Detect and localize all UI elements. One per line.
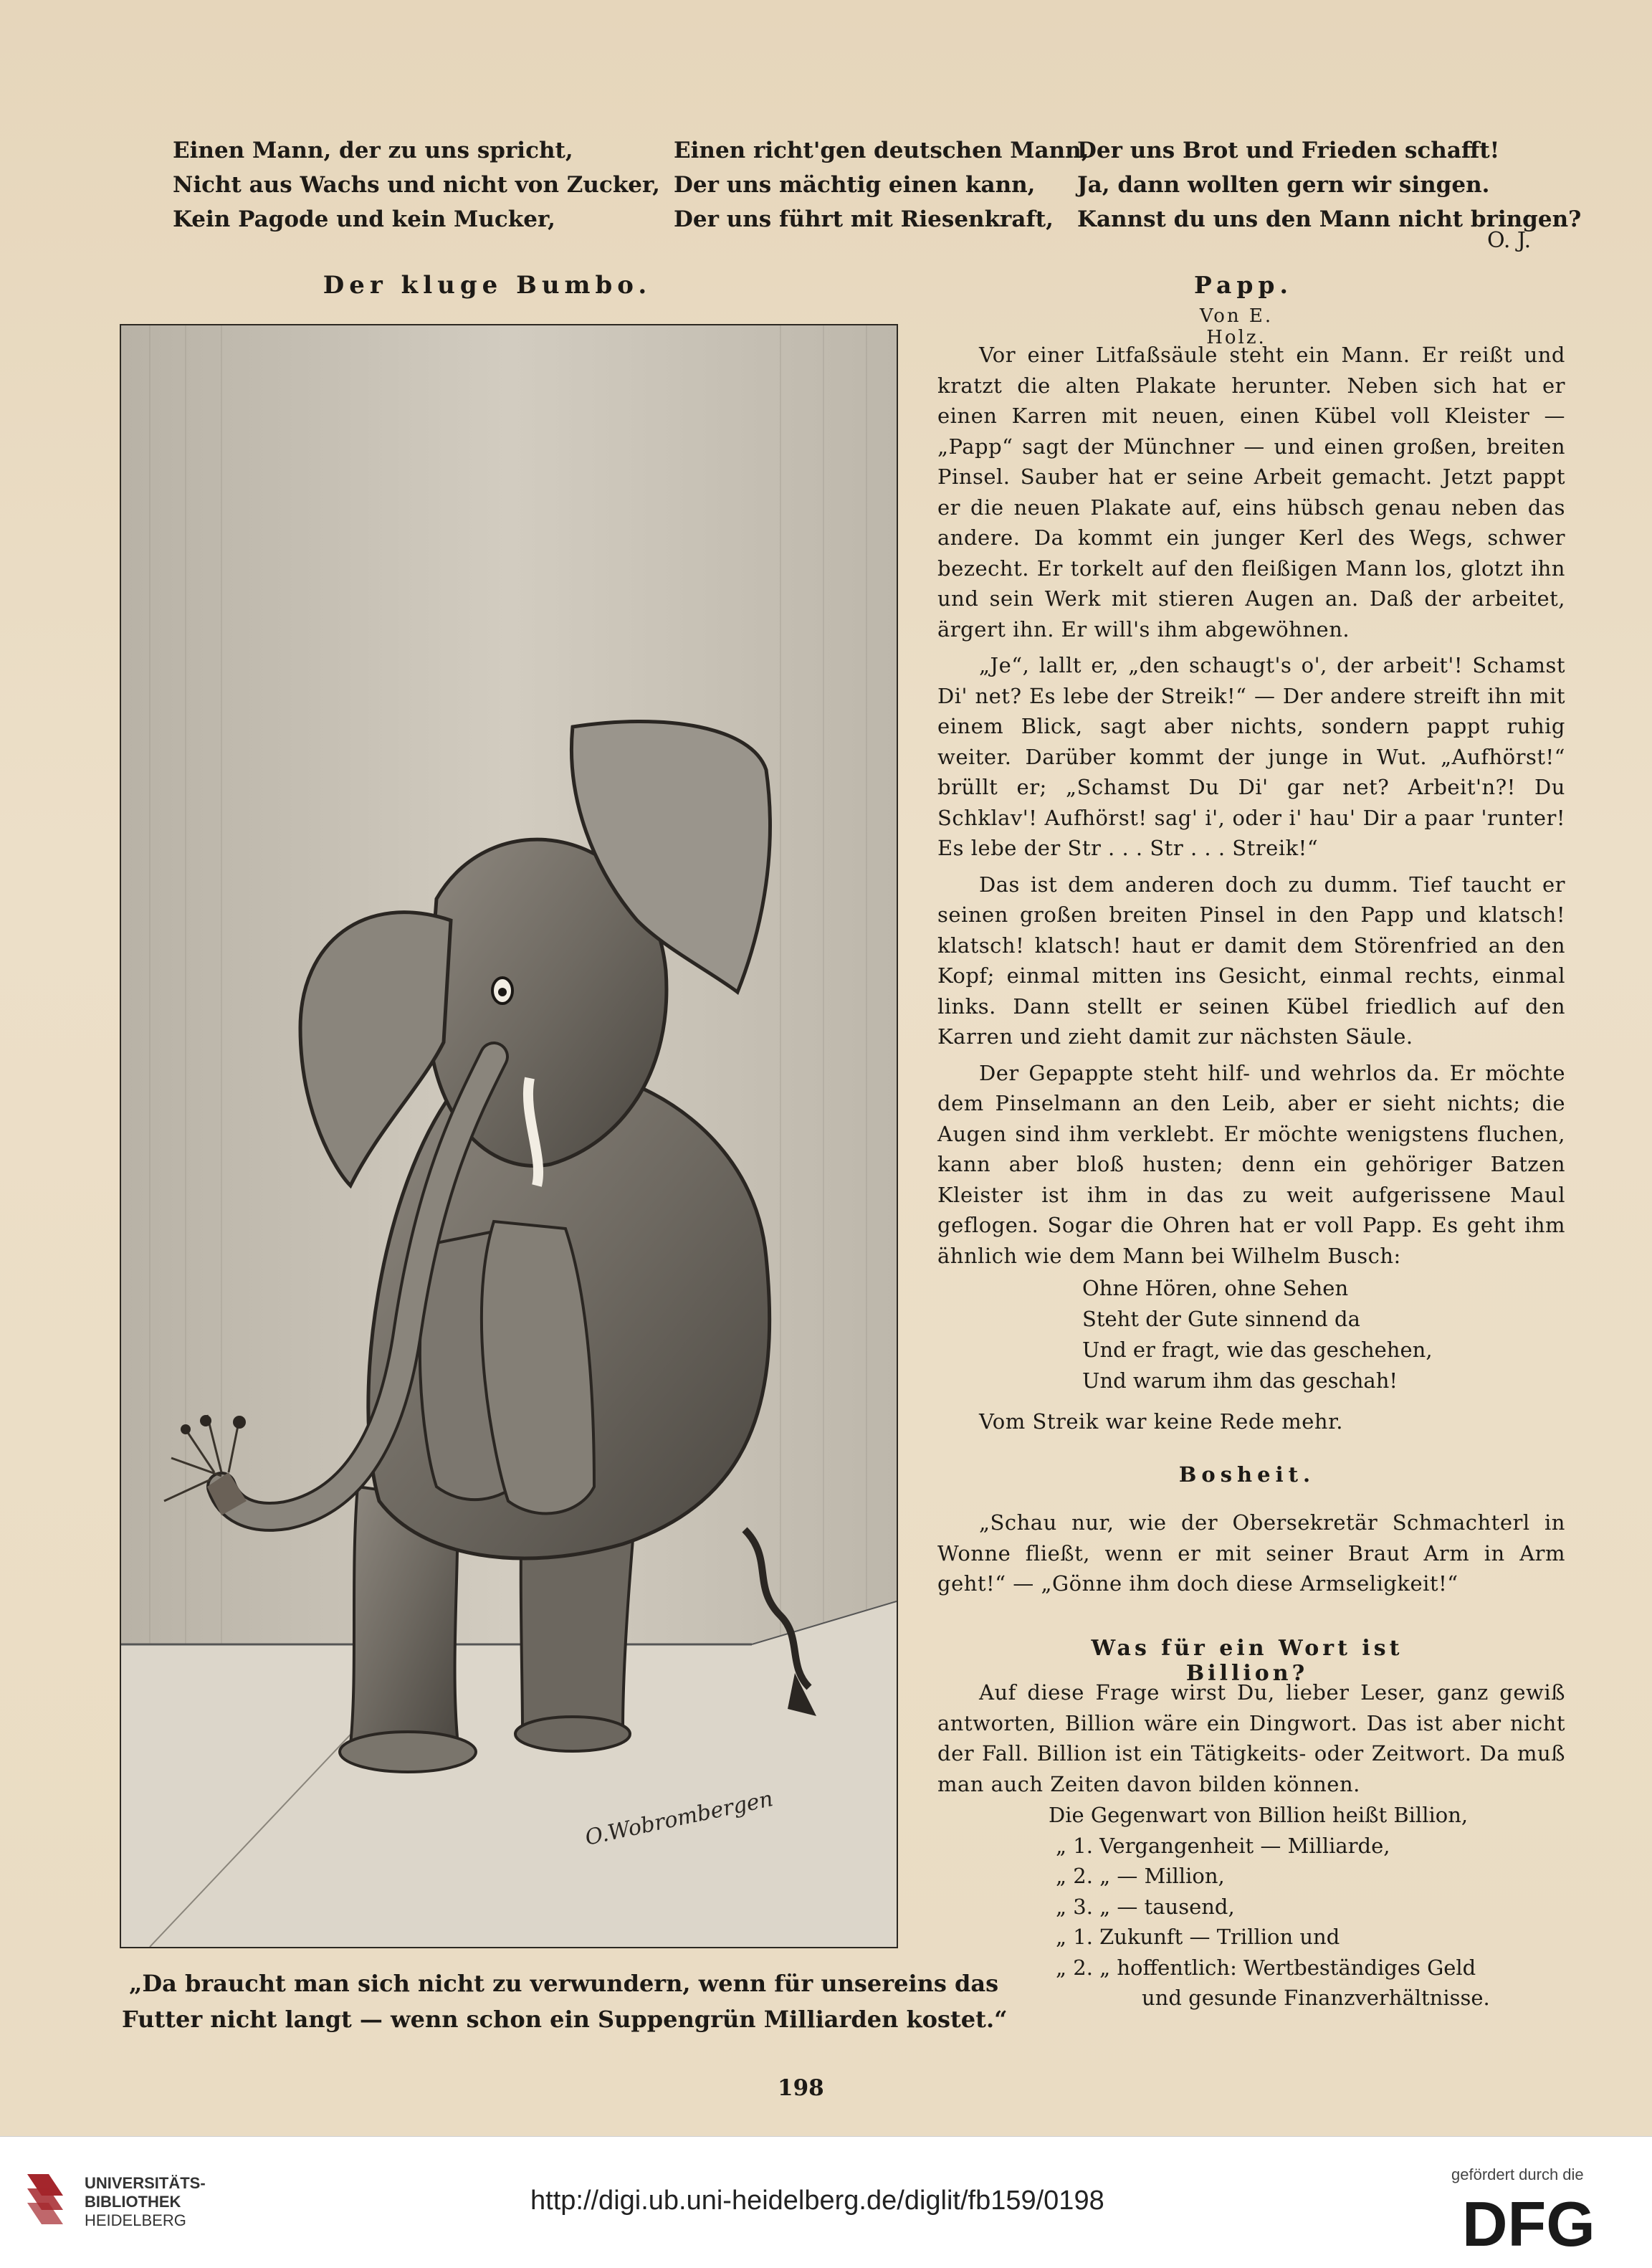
paragraph: Vor einer Litfaßsäule steht ein Mann. Er reißt und kratzt die alten Plakate herunter. Neben sich hat er einen Karren mit neuen, einen Kübel voll Kleister — „Papp“ sagt der Münchner — und einen großen, breiten Pinsel. Sauber hat er seine Arbeit gemacht. Jetzt pappt er die neuen Plakate auf, eins hübsch genau neben das andere. Da kommt ein junger Kerl des Wegs, schwer bezecht. Er torkelt auf den fleißigen Mann los, glotzt ihn und sein Werk mit stieren Augen an. Daß der arbeitet, ärgert ihn. Er will's ihm abgewöhnen. <box>937 343 1565 642</box>
list-line: Die Gegenwart von Billion heißt Billion, <box>1049 1803 1469 1827</box>
poem-line: Der uns Brot und Frieden schafft! <box>1077 138 1500 163</box>
library-name-line: HEIDELBERG <box>85 2211 186 2229</box>
billion-title: Was für ein Wort ist Billion? <box>1091 1636 1403 1686</box>
bumbo-title: Der kluge Bumbo. <box>323 271 652 300</box>
dfg-logo-icon <box>1462 2194 1627 2252</box>
caption-line: Futter nicht langt — wenn schon ein Suppengrün Milliarden kostet.“ <box>122 2006 1008 2033</box>
bosheit-title: Bosheit. <box>1178 1462 1316 1487</box>
paragraph: „Je“, lallt er, „den schaugt's o', der arbeit'! Schamst Di' net? Es lebe der Streik!“ — Der andere streift ihn mit einem Blick, sagt aber nichts, sondern pappt ruhig weiter. Darüber kommt der junge in Wut. „Aufhörst!“ brüllt er; „Schamst Du Di' gar net? Arbeit'n?! Du Schklav'! Aufhörst! sag' i', oder i' hau' Dir a paar 'runter! Es lebe der Str . . . Str . . . Streik!“ <box>937 653 1565 860</box>
papp-text <box>937 340 1565 1271</box>
paragraph: Der Gepappte steht hilf- und wehrlos da. Er möchte dem Pinselmann an den Leib, aber er sieht nichts; die Augen sind ihm verklebt. Er möchte wenigstens fluchen, kann aber bloß husten; denn ein gehöriger Batzen Kleister ist ihm in das zu weit aufgerissene Maul geflogen. Sogar die Ohren hat er voll Papp. Es geht ihm ähnlich wie dem Mann bei Wilhelm Busch: <box>937 1060 1565 1268</box>
list-line: „ 1. Zukunft — Trillion und <box>1056 1925 1340 1949</box>
viewer-footer <box>0 2136 1652 2268</box>
funding-label: gefördert durch die <box>1451 2165 1584 2183</box>
verse-line: Steht der Gute sinnend da <box>1082 1307 1360 1331</box>
verse-line: Ohne Hören, ohne Sehen <box>1082 1276 1349 1300</box>
poem-line: Kannst du uns den Mann nicht bringen? <box>1077 206 1582 232</box>
list-line: „ 2. „ hoffentlich: Wertbeständiges Geld <box>1056 1955 1476 1980</box>
poem-column-2 <box>674 133 1089 237</box>
poem-line: Kein Pagode und kein Mucker, <box>173 206 555 232</box>
paragraph: „Schau nur, wie der Obersekretär Schmachterl in Wonne fließt, wenn er mit seiner Braut Arm in Arm geht!“ — „Gönne ihm doch diese Armseligkeit!“ <box>937 1510 1565 1596</box>
billion-list <box>1049 1800 1490 2014</box>
poem-line: Nicht aus Wachs und nicht von Zucker, <box>173 172 660 198</box>
poem-line: Einen richt'gen deutschen Mann, <box>674 138 1089 163</box>
busch-verse <box>1082 1273 1433 1396</box>
papp-title: Papp. <box>1194 271 1293 299</box>
poem-line: Einen Mann, der zu uns spricht, <box>173 138 573 163</box>
verse-line: Und warum ihm das geschah! <box>1082 1368 1398 1393</box>
papp-closing <box>937 1406 1565 1437</box>
bosheit-text <box>937 1507 1565 1599</box>
library-name <box>85 2174 206 2230</box>
billion-intro <box>937 1677 1565 1799</box>
page-number: 198 <box>778 2075 824 2101</box>
list-line: „ 2. „ — Million, <box>1056 1864 1225 1888</box>
permalink-url[interactable]: http://digi.ub.uni-heidelberg.de/diglit/fb159/0198 <box>530 2186 1104 2216</box>
paragraph: Auf diese Frage wirst Du, lieber Leser, ganz gewiß antworten, Billion wäre ein Dingwort. Das ist aber nicht der Fall. Billion ist ein Tätigkeits- oder Zeitwort. Da muß man auch Zeiten davon bilden können. <box>937 1680 1565 1796</box>
library-name-line: UNIVERSITÄTS- <box>85 2174 206 2192</box>
paragraph: Vom Streik war keine Rede mehr. <box>979 1409 1344 1434</box>
svg-text:DFG: DFG <box>1462 2194 1595 2252</box>
university-library-logo-icon <box>20 2167 70 2231</box>
illustration-caption <box>122 1966 1008 2037</box>
verse-line: Und er fragt, wie das geschehen, <box>1082 1338 1433 1362</box>
poem-column-3 <box>1077 133 1581 237</box>
poem-signature: O. J. <box>1487 228 1532 253</box>
list-line: „ 3. „ — tausend, <box>1056 1894 1235 1919</box>
poem-line: Der uns mächtig einen kann, <box>674 172 1036 198</box>
paragraph: Das ist dem anderen doch zu dumm. Tief taucht er seinen großen breiten Pinsel in den Papp und klatsch! klatsch! klatsch! haut er damit dem Störenfried an den Kopf; einmal mitten ins Gesicht, einmal rechts, einmal links. Dann stellt er seinen Kübel friedlich auf den Karren und zieht damit zur nächsten Säule. <box>937 872 1565 1049</box>
list-line: und gesunde Finanzverhältnisse. <box>1142 1986 1490 2010</box>
papp-byline: Von E. Holz. <box>1199 305 1274 348</box>
poem-column-1 <box>173 133 660 237</box>
svg-text:O.Wobrombergen: O.Wobrombergen <box>583 1786 775 1851</box>
caption-line: „Da braucht man sich nicht zu verwundern, wenn für unsereins das <box>129 1970 999 1997</box>
elephant-drawing <box>121 325 897 1947</box>
poem-line: Ja, dann wollten gern wir singen. <box>1077 172 1490 198</box>
list-line: „ 1. Vergangenheit — Milliarde, <box>1056 1833 1390 1858</box>
poem-line: Der uns führt mit Riesenkraft, <box>674 206 1054 232</box>
library-name-line: BIBLIOTHEK <box>85 2193 181 2211</box>
elephant-illustration <box>120 324 898 1948</box>
